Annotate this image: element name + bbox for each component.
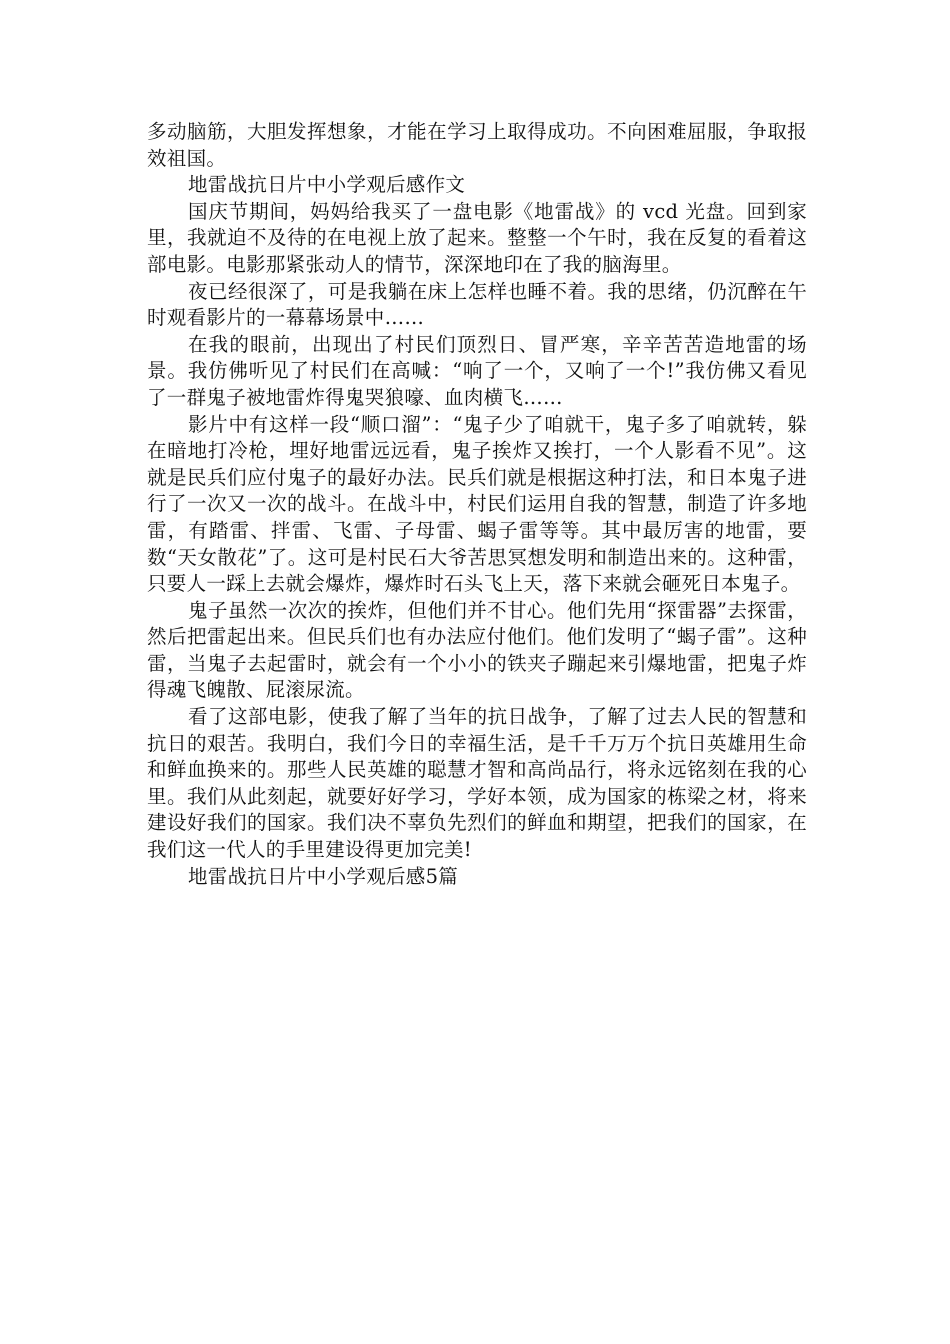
- paragraph-continuation: 多动脑筋，大胆发挥想象，才能在学习上取得成功。不向困难屈服，争取报效祖国。: [147, 120, 807, 170]
- document-body: [147, 119, 807, 890]
- section-title: 地雷战抗日片中小学观后感作文: [188, 173, 466, 197]
- paragraph: 国庆节期间，妈妈给我买了一盘电影《地雷战》的 vcd 光盘。回到家里，我就迫不及待的在电视上放了起来。整整一个午时，我在反复的看着这部电影。电影那紧张动人的情节，深深地印在了我的脑海里。: [147, 199, 807, 276]
- paragraph: 影片中有这样一段“顺口溜”：“鬼子少了咱就干，鬼子多了咱就转，躲在暗地打冷枪，埋好地雷远远看，鬼子挨炸又挨打，一个人影看不见”。这就是民兵们应付鬼子的最好办法。民兵们就是根据这种打法，和日本鬼子进行了一次又一次的战斗。在战斗中，村民们运用自我的智慧，制造了许多地雷，有踏雷、拌雷、飞雷、子母雷、蝎子雷等等。其中最厉害的地雷，要数“天女散花”了。这可是村民石大爷苦思冥想发明和制造出来的。这种雷，只要人一踩上去就会爆炸，爆炸时石头飞上天，落下来就会砸死日本鬼子。: [147, 412, 807, 596]
- section-title: 地雷战抗日片中小学观后感5篇: [188, 864, 459, 888]
- paragraph: 在我的眼前，出现出了村民们顶烈日、冒严寒，辛辛苦苦造地雷的场景。我仿佛听见了村民们在高喊：“响了一个，又响了一个!”我仿佛又看见了一群鬼子被地雷炸得鬼哭狼嚎、血肉横飞……: [147, 332, 807, 409]
- paragraph: 夜已经很深了，可是我躺在床上怎样也睡不着。我的思绪，仍沉醉在午时观看影片的一幕幕场景中……: [147, 279, 807, 330]
- paragraph: 看了这部电影，使我了解了当年的抗日战争，了解了过去人民的智慧和抗日的艰苦。我明白，我们今日的幸福生活，是千千万万个抗日英雄用生命和鲜血换来的。那些人民英雄的聪慧才智和高尚品行，将永远铭刻在我的心里。我们从此刻起，就要好好学习，学好本领，成为国家的栋梁之材，将来建设好我们的国家。我们决不辜负先烈们的鲜血和期望，把我们的国家，在我们这一代人的手里建设得更加完美!: [147, 705, 807, 862]
- paragraph: 鬼子虽然一次次的挨炸，但他们并不甘心。他们先用“探雷器”去探雷，然后把雷起出来。但民兵们也有办法应付他们。他们发明了“蝎子雷”。这种雷，当鬼子去起雷时，就会有一个小小的铁夹子蹦起来引爆地雷，把鬼子炸得魂飞魄散、屁滚尿流。: [147, 598, 807, 702]
